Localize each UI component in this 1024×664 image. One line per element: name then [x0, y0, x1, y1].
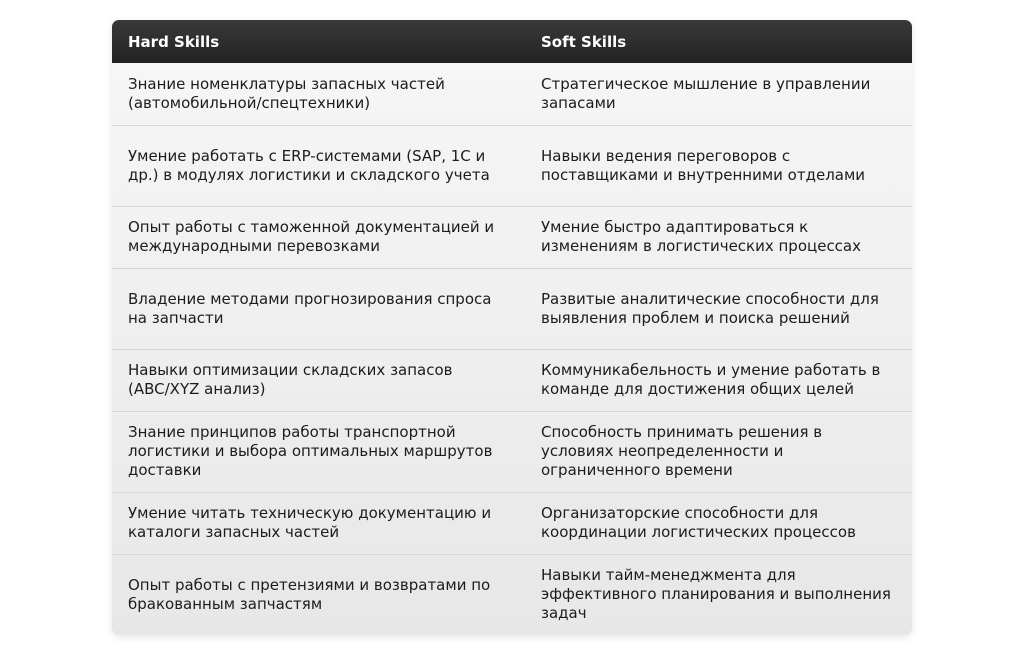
- table-row: [112, 125, 912, 206]
- table-row: [112, 554, 912, 635]
- soft-skill-cell: Навыки ведения переговоров с поставщиками и внутренними отделами: [525, 125, 912, 206]
- table-body: [112, 63, 912, 635]
- soft-skill-cell: Развитые аналитические способности для выявления проблем и поиска решений: [525, 268, 912, 349]
- soft-skill-cell: Умение быстро адаптироваться к изменениям в логистических процессах: [525, 206, 912, 268]
- soft-skill-cell: Организаторские способности для координации логистических процессов: [525, 492, 912, 554]
- table-row: [112, 63, 912, 125]
- hard-skill-cell: Знание принципов работы транспортной логистики и выбора оптимальных маршрутов доставки: [112, 411, 525, 492]
- hard-skill-cell: Навыки оптимизации складских запасов (ABC/XYZ анализ): [112, 349, 525, 411]
- hard-skill-cell: Опыт работы с претензиями и возвратами по бракованным запчастям: [112, 554, 525, 635]
- soft-skill-cell: Коммуникабельность и умение работать в команде для достижения общих целей: [525, 349, 912, 411]
- skills-table: [112, 20, 912, 635]
- table-row: [112, 268, 912, 349]
- soft-skill-cell: Способность принимать решения в условиях неопределенности и ограниченного времени: [525, 411, 912, 492]
- hard-skill-cell: Опыт работы с таможенной документацией и международными перевозками: [112, 206, 525, 268]
- hard-skill-cell: Знание номенклатуры запасных частей (автомобильной/спецтехники): [128, 74, 445, 112]
- skills-table-card: [112, 20, 912, 635]
- table-row: [112, 411, 912, 492]
- table-row: [112, 492, 912, 554]
- soft-skill-cell: Навыки тайм-менеджмента для эффективного планирования и выполнения задач: [525, 554, 912, 635]
- table-row: [112, 349, 912, 411]
- column-header-hard-skills: Hard Skills: [128, 32, 220, 51]
- table-row: [112, 206, 912, 268]
- header-row: [112, 20, 912, 63]
- hard-skill-cell: Умение работать с ERP-системами (SAP, 1С и др.) в модулях логистики и складского учета: [112, 125, 525, 206]
- column-header-soft-skills: Soft Skills: [541, 32, 627, 51]
- soft-skill-cell: Стратегическое мышление в управлении запасами: [541, 74, 871, 112]
- table-header: [112, 20, 912, 63]
- hard-skill-cell: Умение читать техническую документацию и каталоги запасных частей: [112, 492, 525, 554]
- hard-skill-cell: Владение методами прогнозирования спроса на запчасти: [112, 268, 525, 349]
